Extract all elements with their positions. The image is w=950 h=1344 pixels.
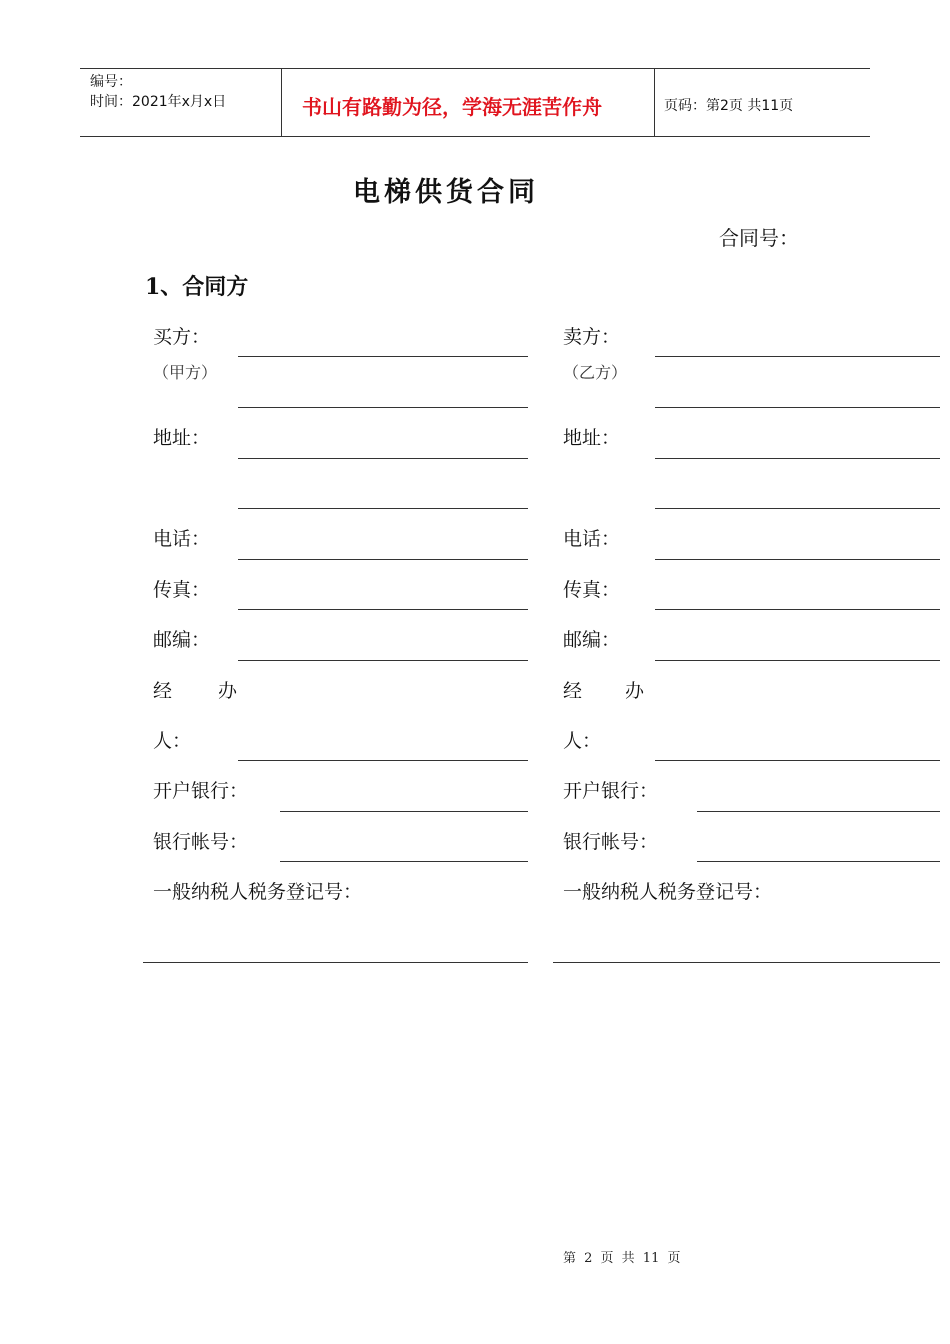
buyer-handler-label-2: 办 bbox=[218, 680, 238, 702]
header-divider-left bbox=[281, 69, 282, 136]
header-bottom-rule bbox=[80, 136, 870, 137]
seller-fax-field[interactable] bbox=[655, 609, 940, 610]
seller-name-field-2[interactable] bbox=[655, 407, 940, 408]
page-footer: 第 2 页 共 11 页 bbox=[563, 1251, 681, 1266]
buyer-party-label: 买方： bbox=[153, 326, 211, 348]
motto: 书山有路勤为径，学海无涯苦作舟 bbox=[302, 95, 602, 119]
buyer-phone-field[interactable] bbox=[238, 559, 528, 560]
time-label: 时间：2021年x月x日 bbox=[90, 94, 227, 110]
seller-phone-field[interactable] bbox=[655, 559, 940, 560]
buyer-account-label: 银行帐号： bbox=[153, 831, 249, 853]
buyer-party-sub: （甲方） bbox=[153, 363, 218, 382]
buyer-handler-label-1: 经 bbox=[153, 680, 173, 702]
seller-address-field[interactable] bbox=[655, 458, 940, 459]
document-title: 电梯供货合同 bbox=[353, 177, 539, 208]
seller-party-label: 卖方： bbox=[563, 326, 621, 348]
seller-handler-label-3: 人： bbox=[563, 730, 602, 752]
buyer-tax-label: 一般纳税人税务登记号： bbox=[153, 881, 363, 903]
buyer-phone-label: 电话： bbox=[153, 528, 211, 550]
seller-address-label: 地址： bbox=[563, 427, 621, 449]
buyer-name-field-2[interactable] bbox=[238, 407, 528, 408]
seller-account-label: 银行帐号： bbox=[563, 831, 659, 853]
header-top-rule bbox=[80, 68, 870, 69]
header-divider-right bbox=[654, 69, 655, 136]
buyer-fax-label: 传真： bbox=[153, 579, 211, 601]
serial-label: 编号： bbox=[90, 74, 132, 90]
section-heading: 1、合同方 bbox=[145, 274, 249, 300]
buyer-tax-field[interactable] bbox=[143, 962, 528, 963]
seller-bank-label: 开户银行： bbox=[563, 780, 659, 802]
buyer-account-field[interactable] bbox=[280, 861, 528, 862]
seller-tax-field[interactable] bbox=[553, 962, 940, 963]
page-info: 页码：第2页 共11页 bbox=[664, 98, 794, 114]
seller-bank-field[interactable] bbox=[697, 811, 940, 812]
seller-fax-label: 传真： bbox=[563, 579, 621, 601]
buyer-postcode-label: 邮编： bbox=[153, 629, 211, 651]
buyer-fax-field[interactable] bbox=[238, 609, 528, 610]
contract-number-label: 合同号： bbox=[719, 226, 799, 250]
buyer-address-field[interactable] bbox=[238, 458, 528, 459]
buyer-postcode-field[interactable] bbox=[238, 660, 528, 661]
seller-tax-label: 一般纳税人税务登记号： bbox=[563, 881, 773, 903]
seller-postcode-label: 邮编： bbox=[563, 629, 621, 651]
buyer-address-field-2[interactable] bbox=[238, 508, 528, 509]
buyer-handler-field[interactable] bbox=[238, 760, 528, 761]
seller-address-field-2[interactable] bbox=[655, 508, 940, 509]
seller-account-field[interactable] bbox=[697, 861, 940, 862]
buyer-handler-label-3: 人： bbox=[153, 730, 192, 752]
seller-handler-label-2: 办 bbox=[625, 680, 645, 702]
seller-handler-label-1: 经 bbox=[563, 680, 583, 702]
buyer-bank-label: 开户银行： bbox=[153, 780, 249, 802]
buyer-name-field[interactable] bbox=[238, 356, 528, 357]
seller-party-sub: （乙方） bbox=[563, 363, 628, 382]
seller-phone-label: 电话： bbox=[563, 528, 621, 550]
seller-name-field[interactable] bbox=[655, 356, 940, 357]
seller-postcode-field[interactable] bbox=[655, 660, 940, 661]
buyer-address-label: 地址： bbox=[153, 427, 211, 449]
buyer-bank-field[interactable] bbox=[280, 811, 528, 812]
seller-handler-field[interactable] bbox=[655, 760, 940, 761]
